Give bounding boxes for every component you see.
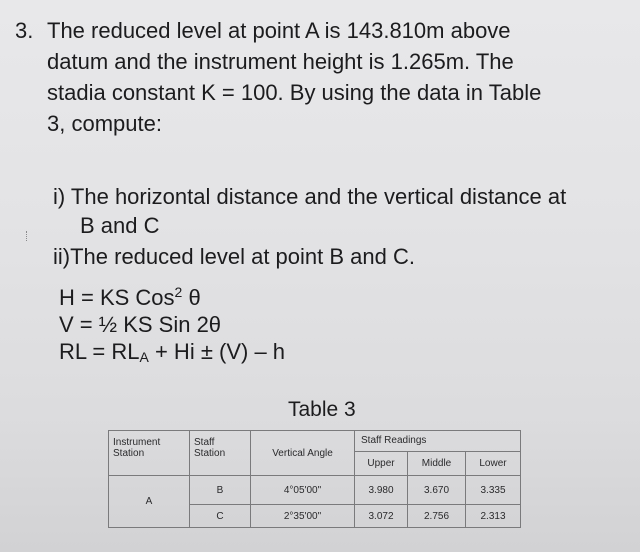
cell-instrument-station: A: [109, 476, 190, 528]
formula-vertical: V = ½ KS Sin 2θ: [59, 312, 222, 337]
cell-lower: 2.313: [466, 505, 521, 528]
margin-mark: [26, 231, 35, 241]
question-line-1: The reduced level at point A is 143.810m above: [47, 18, 511, 43]
cell-staff-station: C: [190, 505, 251, 528]
question-line-3: stadia constant K = 100. By using the data in Table: [47, 80, 542, 105]
table-caption: Table 3: [288, 398, 356, 421]
cell-upper: 3.072: [355, 505, 408, 528]
cell-upper: 3.980: [355, 476, 408, 505]
formula-horizontal: H = KS Cos$^2$ θ: [59, 284, 201, 310]
subquestion-i-line-1: i) The horizontal distance and the vertical distance at: [53, 184, 567, 209]
table-row: [109, 476, 521, 505]
staff-readings-table: [108, 430, 521, 528]
cell-vertical-angle: 2°35'00": [251, 505, 355, 528]
header-staff-readings: Staff Readings: [355, 431, 521, 452]
subquestion-ii: ii)The reduced level at point B and C.: [53, 244, 415, 269]
subquestion-i-line-2: B and C: [80, 213, 160, 238]
header-vertical-angle: Vertical Angle: [251, 431, 355, 476]
cell-middle: 3.670: [408, 476, 466, 505]
question-number: 3.: [15, 18, 34, 43]
cell-vertical-angle: 4°05'00": [251, 476, 355, 505]
cell-lower: 3.335: [466, 476, 521, 505]
question-line-2: datum and the instrument height is 1.265m. The: [47, 49, 514, 74]
header-upper: Upper: [355, 451, 408, 476]
cell-middle: 2.756: [408, 505, 466, 528]
header-middle: Middle: [408, 451, 466, 476]
formula-reduced-level: RL = $RL_A + Hi \pm (V) - h$: [59, 339, 286, 365]
cell-staff-station: B: [190, 476, 251, 505]
header-staff-station: Staff Station: [190, 431, 251, 476]
header-instrument-station: Instrument Station: [109, 431, 190, 476]
header-lower: Lower: [466, 451, 521, 476]
question-line-4: 3, compute:: [47, 111, 162, 136]
table-header-row: [109, 431, 521, 452]
